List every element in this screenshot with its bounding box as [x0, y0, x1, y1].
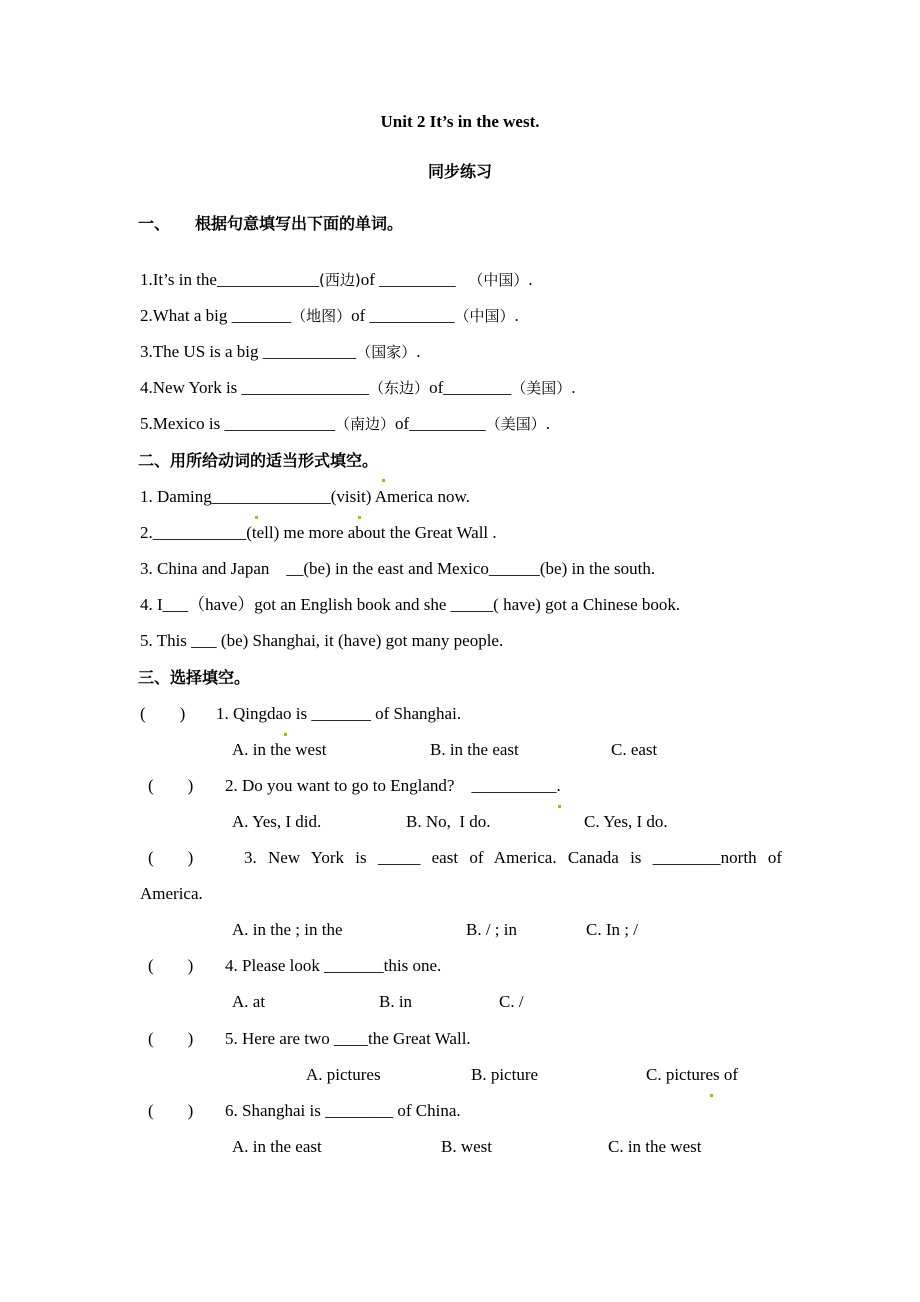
- q6-option-a: A. in the east: [232, 1137, 322, 1156]
- scan-mark: [357, 501, 362, 523]
- q4-answer-paren[interactable]: ( ): [148, 956, 194, 975]
- section2-item-4: 4. I___（have）got an English book and she _____( have) got a Chinese book.: [140, 595, 681, 614]
- q3-option-a: A. in the ; in the: [232, 920, 343, 939]
- section1-item-1: 1.It’s in the____________(西边)of _________ （中国）.: [140, 270, 533, 289]
- q1-option-c: C. east: [611, 740, 658, 759]
- worksheet-subtitle: 同步练习: [427, 162, 492, 181]
- section2-heading: 二、用所给动词的适当形式填空。: [138, 451, 379, 470]
- section2-item-3: 3. China and Japan __(be) in the east and Mexico______(be) in the south.: [140, 559, 656, 578]
- q3-option-c: C. In ; /: [586, 920, 638, 939]
- section2-item-1: 1. Daming______________(visit) America now.: [140, 487, 470, 506]
- section1-item-4: 4.New York is _______________（东边）of________（美国）.: [140, 378, 576, 397]
- q5-option-b: B. picture: [471, 1065, 539, 1084]
- q1-option-a: A. in the west: [232, 740, 327, 759]
- section1-heading: 根据句意填写出下面的单词。: [195, 214, 404, 233]
- section1-number: 一、: [138, 214, 171, 233]
- q4-option-b: B. in: [379, 992, 413, 1011]
- q3-question: 3. New York is _____ east of America. Canada is ________north of: [244, 848, 782, 867]
- q2-option-b: B. No, I do.: [406, 812, 491, 831]
- q2-option-a: A. Yes, I did.: [232, 812, 322, 831]
- q4-option-c: C. /: [499, 992, 524, 1011]
- q2-question: 2. Do you want to go to England? __________.: [225, 776, 561, 795]
- section3-heading: 三、选择填空。: [138, 668, 251, 687]
- q1-question: 1. Qingdao is _______ of Shanghai.: [216, 704, 462, 723]
- q4-option-a: A. at: [232, 992, 266, 1011]
- q3-question-continued: America.: [140, 884, 203, 903]
- scan-mark: [557, 790, 562, 812]
- q1-answer-paren[interactable]: ( ): [140, 704, 186, 723]
- q1-option-b: B. in the east: [430, 740, 519, 759]
- section1-item-5: 5.Mexico is _____________（南边）of_________（美国）.: [140, 414, 550, 433]
- q2-option-c: C. Yes, I do.: [584, 812, 668, 831]
- section2-item-2: 2.___________(tell) me more about the Great Wall .: [140, 523, 497, 542]
- worksheet-title: Unit 2 It’s in the west.: [380, 112, 540, 131]
- q4-question: 4. Please look _______this one.: [225, 956, 442, 975]
- scan-mark: [283, 718, 288, 740]
- q6-option-b: B. west: [441, 1137, 492, 1156]
- q6-question: 6. Shanghai is ________ of China.: [225, 1101, 461, 1120]
- section1-item-3: 3.The US is a big ___________（国家）.: [140, 342, 421, 361]
- section1-item-2: 2.What a big _______（地图）of __________（中国）.: [140, 306, 519, 325]
- q6-answer-paren[interactable]: ( ): [148, 1101, 194, 1120]
- q5-option-c: C. pictures of: [646, 1065, 739, 1084]
- scan-mark: [254, 501, 259, 523]
- section2-item-5: 5. This ___ (be) Shanghai, it (have) got many people.: [140, 631, 504, 650]
- scan-mark: [381, 464, 386, 486]
- q3-option-b: B. / ; in: [466, 920, 518, 939]
- q5-question: 5. Here are two ____the Great Wall.: [225, 1029, 471, 1048]
- q2-answer-paren[interactable]: ( ): [148, 776, 194, 795]
- q3-answer-paren[interactable]: ( ): [148, 848, 194, 867]
- q5-option-a: A. pictures: [306, 1065, 381, 1084]
- scan-mark: [709, 1079, 714, 1101]
- q5-answer-paren[interactable]: ( ): [148, 1029, 194, 1048]
- q6-option-c: C. in the west: [608, 1137, 702, 1156]
